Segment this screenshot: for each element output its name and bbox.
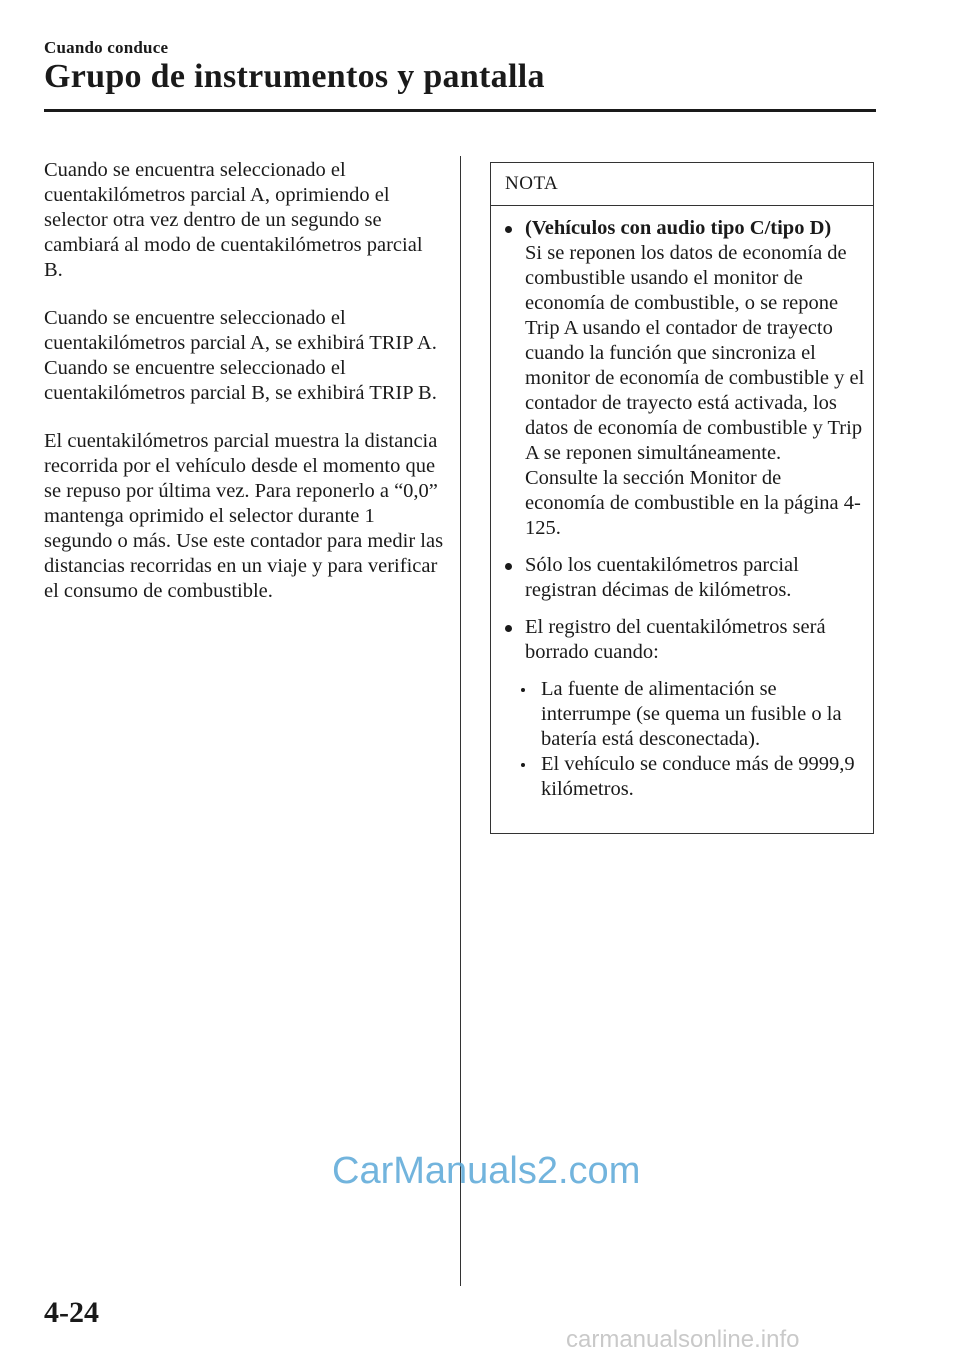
page-title: Grupo de instrumentos y pantalla <box>44 58 545 95</box>
bullet-icon <box>505 563 512 570</box>
bullet-text: El registro del cuentakilómetros será borrado cuando: <box>525 616 826 663</box>
sub-bullet <box>503 677 865 752</box>
bullet-icon <box>505 226 512 233</box>
sub-bullet-icon <box>521 688 525 692</box>
note-bullet <box>503 553 865 603</box>
bullet-title: (Vehículos con audio tipo C/tipo D) <box>525 217 832 239</box>
bullet-text: Si se reponen los datos de economía de combustible usando el monitor de economía de combustible, o se repone Trip A usando el contador de trayecto cuando la función que sincroniza el monitor de economía de combustible y el contador de trayecto está activada, los datos de economía de combustible y Trip A se reponen simultáneamente. <box>525 242 865 464</box>
column-divider <box>460 156 461 1286</box>
paragraph: Cuando se encuentra seleccionado el cuentakilómetros parcial A, oprimiendo el selector otra vez dentro de un segundo se cambiará al modo de cuentakilómetros parcial B. <box>44 159 423 281</box>
sub-bullet-icon <box>521 763 525 767</box>
left-column <box>44 158 444 627</box>
header-divider <box>44 109 876 112</box>
sub-bullet-text: El vehículo se conduce más de 9999,9 kilómetros. <box>541 753 855 800</box>
paragraph: El cuentakilómetros parcial muestra la distancia recorrida por el vehículo desde el momento que se repuso por última vez. Para reponerlo a “0,0” mantenga oprimido el selector durante 1 segundo o más. Use este contador para medir las distancias recorridas en un viaje y para verificar el consumo de combustible. <box>44 430 444 602</box>
note-bullet <box>503 615 865 665</box>
paragraph: Cuando se encuentre seleccionado el cuentakilómetros parcial A, se exhibirá TRIP A. Cuando se encuentre seleccionado el cuentakilómetros parcial B, se exhibirá TRIP B. <box>44 307 437 404</box>
note-heading: NOTA <box>491 163 873 206</box>
note-body <box>491 206 873 802</box>
bullet-reference: Consulte la sección Monitor de economía de combustible en la página 4-125. <box>525 467 861 539</box>
note-box <box>490 162 874 834</box>
sub-bullet <box>503 752 865 802</box>
sub-list <box>503 677 865 802</box>
bullet-icon <box>505 625 512 632</box>
note-bullet <box>503 216 865 541</box>
page-number: 4-24 <box>44 1296 99 1329</box>
watermark-logo: CarManuals2.com <box>332 1150 641 1192</box>
sub-bullet-text: La fuente de alimentación se interrumpe (se quema un fusible o la batería está desconectada). <box>541 678 842 750</box>
footer-watermark: carmanualsonline.info <box>566 1326 800 1353</box>
section-label: Cuando conduce <box>44 38 169 57</box>
bullet-text: Sólo los cuentakilómetros parcial registran décimas de kilómetros. <box>525 554 799 601</box>
